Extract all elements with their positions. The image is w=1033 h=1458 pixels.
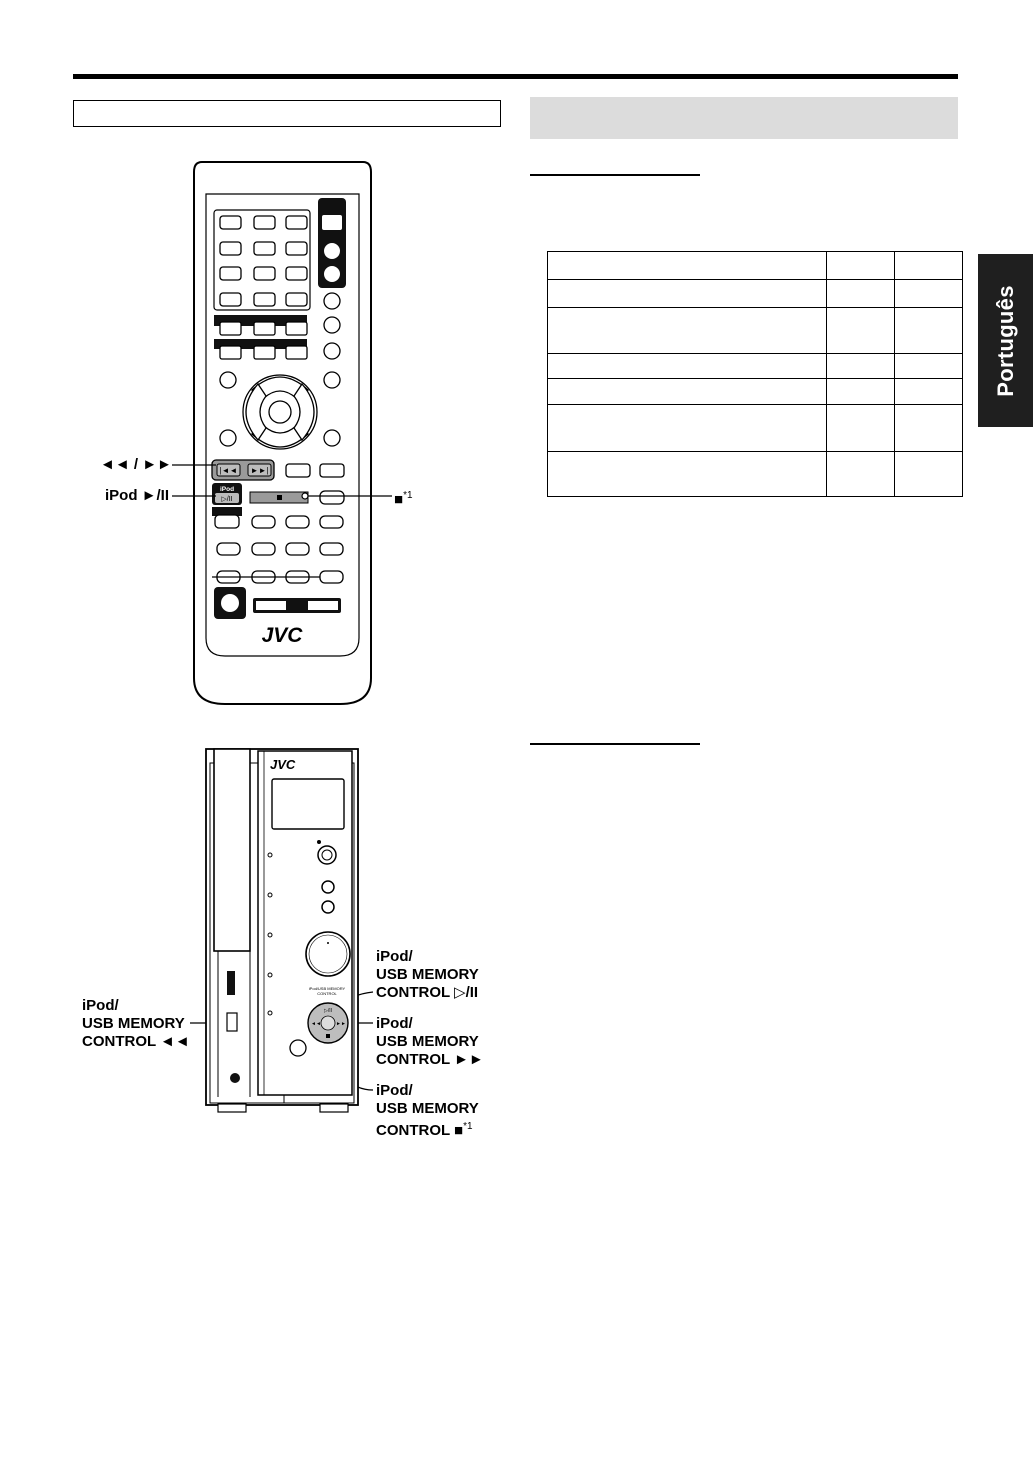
label-remote-stop: [394, 487, 413, 509]
svg-text:►►: ►►: [336, 1021, 346, 1027]
svg-text:◄◄: ◄◄: [311, 1021, 321, 1027]
remote-brand-logo: JVC: [261, 624, 303, 647]
label-unit-skip-forward: iPod/ USB MEMORY CONTROL ►►: [376, 1015, 484, 1068]
stop-icon: ■: [394, 491, 404, 508]
footnote-marker: *1: [463, 1121, 473, 1132]
svg-text:iPod/USB MEMORY: iPod/USB MEMORY: [308, 986, 346, 991]
svg-text:▷/II: ▷/II: [221, 496, 233, 503]
unit-brand-logo: JVC: [270, 757, 296, 772]
svg-text:▷/II: ▷/II: [323, 1008, 333, 1014]
label-unit-stop: iPod/ USB MEMORY CONTROL ■$^{*1}$: [376, 1082, 479, 1139]
label-unit-play-pause: iPod/ USB MEMORY CONTROL ▷/II: [376, 948, 479, 1001]
label-remote-ipod-play: iPod ►/II: [105, 487, 170, 504]
language-label: Português: [992, 284, 1018, 397]
label-remote-skip: ◄◄ / ►►: [100, 456, 172, 473]
label-unit-skip-back: iPod/ USB MEMORY CONTROL ◄◄: [82, 997, 190, 1050]
remote-ipod-button-text: iPod: [219, 486, 235, 493]
svg-text:CONTROL: CONTROL: [317, 991, 337, 996]
footnote-marker: *1: [403, 490, 413, 501]
main-unit-illustration: [200, 745, 365, 1120]
svg-text:|◄◄: |◄◄: [219, 466, 238, 475]
svg-text:►►|: ►►|: [250, 466, 269, 475]
